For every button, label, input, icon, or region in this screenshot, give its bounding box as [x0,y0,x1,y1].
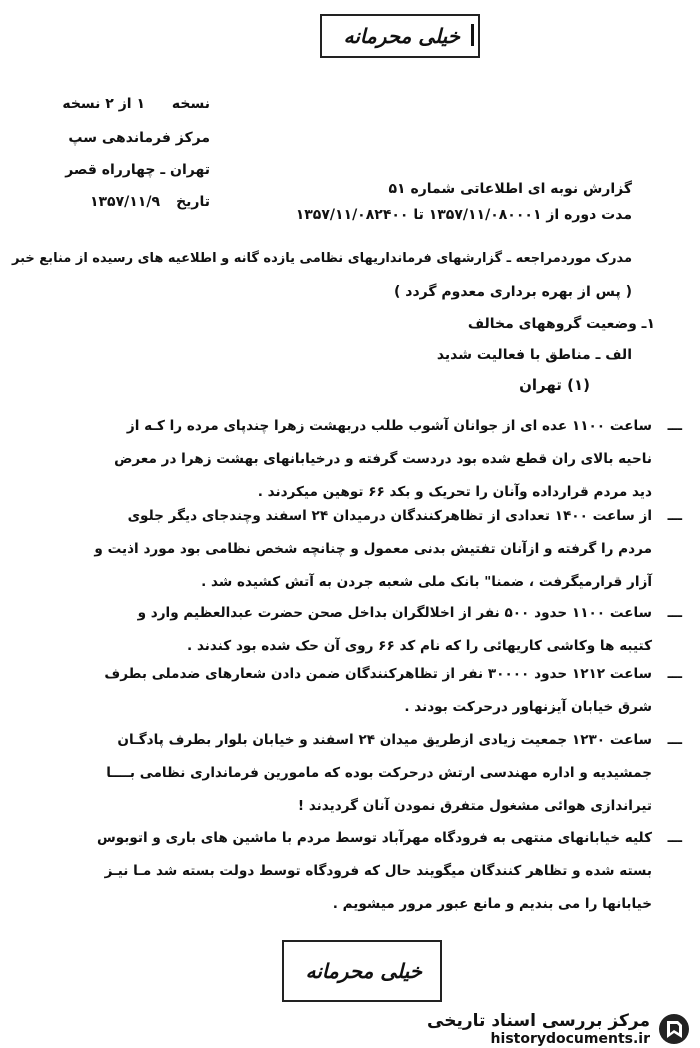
item-line: ساعت ۱۲۳۰ جمعیت زیادی ازطریق میدان ۲۴ اسفند و خیابان بلوار بطرف پادگـان [117,732,652,748]
section-heading-alef: الف ـ مناطق با فعالیت شدید [436,347,632,363]
item-line: ساعت ۱۱۰۰ عده ای از جوانان آشوب طلب دربهشت زهرا چندپای مرده را کـه از [126,418,652,434]
bookmark-logo-icon [658,1013,690,1045]
report-item [42,724,682,823]
report-item [42,658,682,724]
item-line: جمشیدیه و اداره مهندسی ارتش درحرکت بوده که مامورین فرمانداری نظامی بــــا [106,765,652,781]
report-item [42,500,682,599]
office-location: تهران ـ چهارراه قصر [65,162,210,178]
report-title: گزارش نوبه ای اطلاعاتی شماره ۵۱ [388,181,632,197]
item-dash: ـــ [667,732,682,748]
archive-watermark [400,1010,690,1048]
archive-url: historydocuments.ir [490,1031,650,1047]
classification-stamp-bottom [282,940,442,1002]
item-dash: ـــ [667,418,682,434]
report-item [42,822,682,921]
item-line: کلیه خیابانهای منتهی به فرودگاه مهرآباد توسط مردم با ماشین های باری و اتوبوس [96,830,652,846]
item-line: ساعت ۱۱۰۰ حدود ۵۰۰ نفر از اخلالگران بداخل صحن حضرت عبدالعظیم وارد و [137,605,652,621]
item-line: دید مردم قرارداده وآنان را تحریک و بکد ۶۶ توهین میکردند . [257,484,652,500]
report-item [42,410,682,509]
item-line: ناحیه بالای ران قطع شده بود دردست گرفته و درخیابانهای بهشت زهرا در معرض [114,451,652,467]
item-dash: ـــ [667,830,682,846]
section-heading-tehran: (۱) تهران [519,376,590,394]
item-line: خیابانها را می بندیم و مانع عبور مرور میشویم . [332,896,652,912]
item-dash: ـــ [667,605,682,621]
classification-stamp-top [320,14,480,58]
item-line: آزار قرارمیگرفت ، ضمنا" بانک ملی شعبه جردن به آتش کشیده شد . [201,574,652,590]
item-dash: ـــ [667,508,682,524]
archive-name-fa: مرکز بررسی اسناد تاریخی [427,1011,650,1031]
reference-note: ( پس از بهره برداری معدوم گردد ) [394,284,632,300]
item-line: شرق خیابان آیزنهاور درحرکت بودند . [404,699,652,715]
item-line: ساعت ۱۲۱۲ حدود ۳۰۰۰۰ نفر از تظاهرکنندگان ضمن دادن شعارهای ضدملی بطرف [104,666,652,682]
item-dash: ـــ [667,666,682,682]
date-label: تاریخ [176,194,210,210]
stamp-text: خیلی محرمانه [305,959,422,983]
handwritten-mark [471,24,474,46]
stamp-text: خیلی محرمانه [343,24,460,48]
item-line: از ساعت ۱۴۰۰ تعدادی از تظاهرکنندگان درمیدان ۲۴ اسفند وچندجای دیگر جلوی [127,508,652,524]
report-period: مدت دوره از ۱۳۵۷/۱۱/۰۸۰۰۰۱ تا ۱۳۵۷/۱۱/۰۸۲۴۰۰ [295,207,632,223]
section-heading-1: ۱ـ وضعیت گروههای مخالف [467,316,655,332]
copy-value: ۱ از ۲ نسخه [62,96,145,112]
item-line: تیراندازی هوائی مشغول متفرق نمودن آنان گردیدند ! [297,798,652,814]
item-line: بسته شده و تظاهر کنندگان میگویند حال که فرودگاه توسط دولت بسته شد مـا نیـز [104,863,652,879]
item-line: کتیبه ها وکاشی کاریهائی را که نام کد ۶۶ روی آن حک شده بود کندند . [187,638,652,654]
issuing-office: مرکز فرماندهی سپ [68,130,210,146]
report-item [42,597,682,663]
item-line: مردم را گرفته و ازآنان تفتیش بدنی معمول و چنانچه شخص نظامی بود مورد اذیت و [94,541,652,557]
reference-line: مدرک موردمراجعه ـ گزارشهای فرمانداریهای نظامی یازده گانه و اطلاعیه های رسیده از منابع خبر [12,251,632,266]
copy-label: نسخه [171,96,210,112]
date-value: ۱۳۵۷/۱۱/۹ [89,194,160,210]
